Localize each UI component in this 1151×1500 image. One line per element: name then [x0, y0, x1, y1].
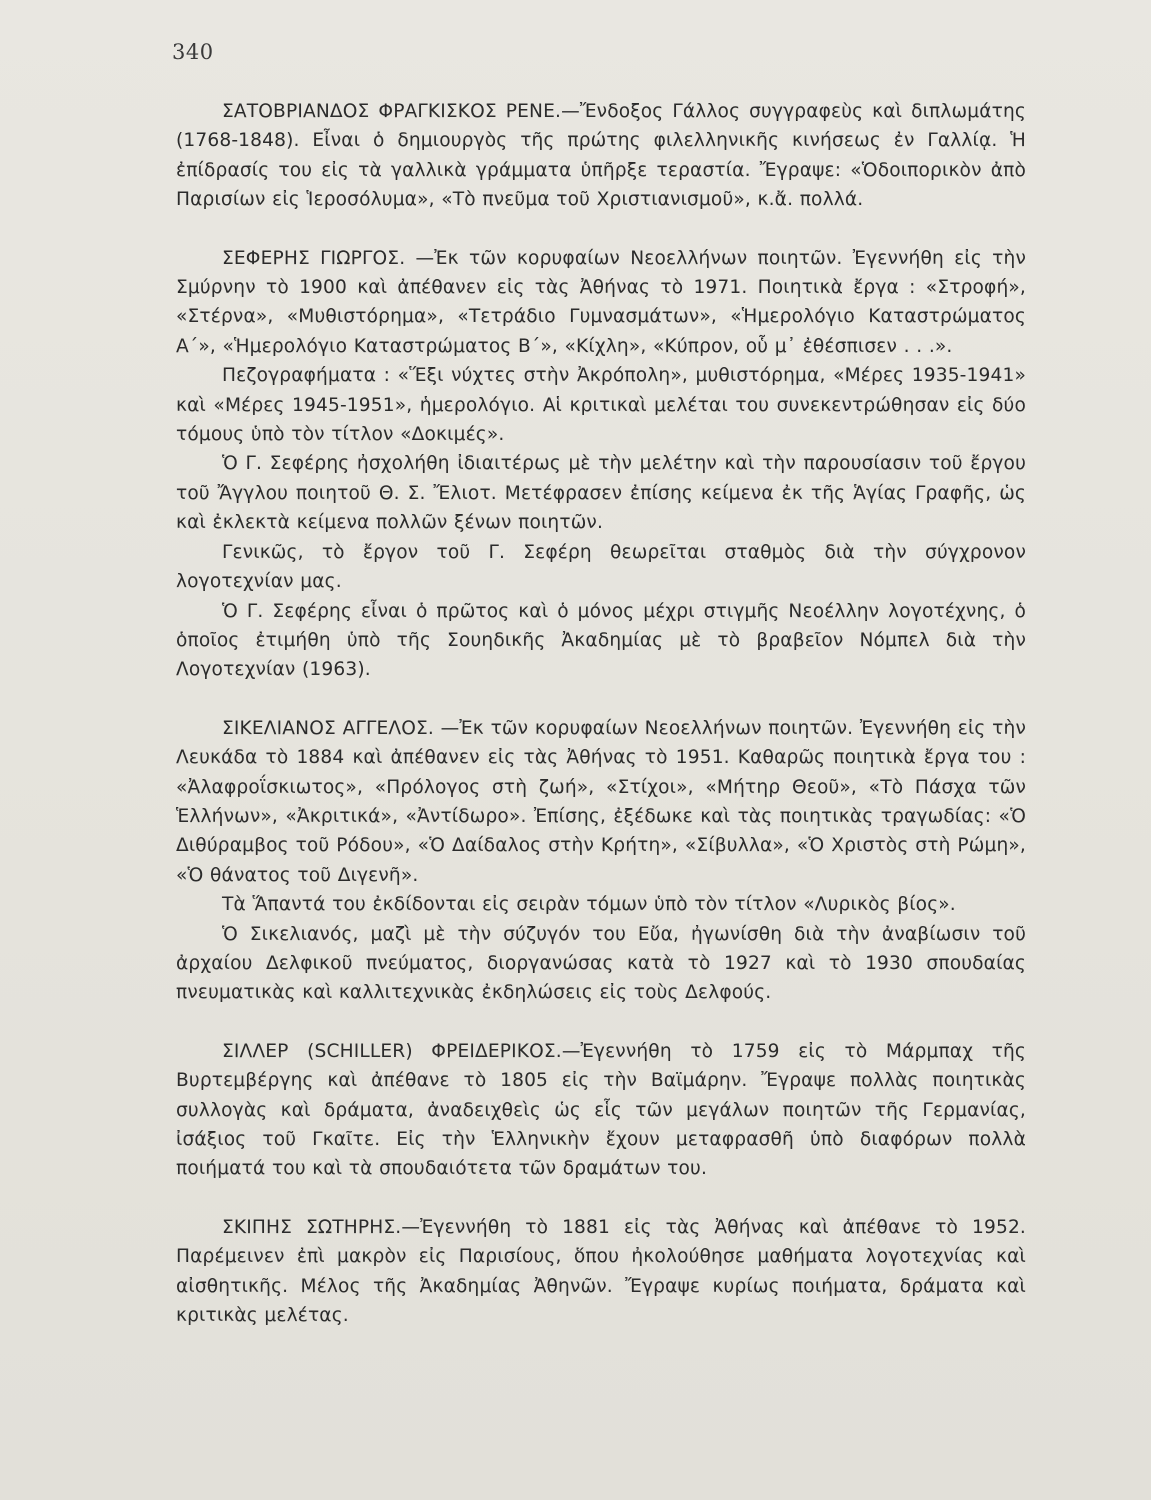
entry-paragraph: ΣΑΤΟΒΡΙΑΝΔΟΣ ΦΡΑΓΚΙΣΚΟΣ ΡΕΝΕ.—Ἔνδοξος Γάλλος συγγραφεὺς καὶ διπλωμάτης (1768-1848). Εἶναι ὁ δημιουργὸς τῆς πρώτης φιλελληνικῆς κινήσεως ἐν Γαλλίᾳ. Ἡ ἐπίδρασίς του εἰς τὰ γαλλικὰ γράμματα ὑπῆρξε τεραστία. Ἔγραψε: «Ὁδοιπορικὸν ἀπὸ Παρισίων εἰς Ἱεροσόλυμα», «Τὸ πνεῦμα τοῦ Χριστιανισμοῦ», κ.ἄ. πολλά. — [176, 101, 1026, 211]
entry-schiller — [176, 1037, 1026, 1184]
entry-skipis — [176, 1213, 1026, 1331]
entry-seferis — [176, 244, 1026, 685]
entry-paragraph: Ὁ Γ. Σεφέρης ἠσχολήθη ἰδιαιτέρως μὲ τὴν μελέτην καὶ τὴν παρουσίασιν τοῦ ἔργου τοῦ Ἄγγλου ποιητοῦ Θ. Σ. Ἔλιοτ. Μετέφρασεν ἐπίσης κείμενα ἐκ τῆς Ἁγίας Γραφῆς, ὡς καὶ ἐκλεκτὰ κείμενα πολλῶν ξένων ποιητῶν. — [176, 453, 1026, 534]
entry-paragraph: ΣΙΚΕΛΙΑΝΟΣ ΑΓΓΕΛΟΣ. —Ἐκ τῶν κορυφαίων Νεοελλήνων ποιητῶν. Ἐγεννήθη εἰς τὴν Λευκάδα τὸ 1884 καὶ ἀπέθανεν εἰς τὰς Ἀθήνας τὸ 1951. Καθαρῶς ποιητικὰ ἔργα του : «Ἀλαφροΐσκιωτος», «Πρόλογος στὴ ζωή», «Στίχοι», «Μήτηρ Θεοῦ», «Τὸ Πάσχα τῶν Ἑλλήνων», «Ἀκριτικά», «Ἀντίδωρο». Ἐπίσης, ἐξέδωκε καὶ τὰς ποιητικὰς τραγωδίας: «Ὁ Διθύραμβος τοῦ Ρόδου», «Ὁ Δαίδαλος στὴν Κρήτη», «Σίβυλλα», «Ὁ Χριστὸς στὴ Ρώμη», «Ὁ θάνατος τοῦ Διγενῆ». — [176, 717, 1026, 886]
entry-paragraph: Ὁ Σικελιανός, μαζὶ μὲ τὴν σύζυγόν του Εὔα, ἠγωνίσθη διὰ τὴν ἀναβίωσιν τοῦ ἀρχαίου Δελφικοῦ πνεύματος, διοργανώσας κατὰ τὸ 1927 καὶ τὸ 1930 σπουδαίας πνευματικὰς καὶ καλλιτεχνικὰς ἐκδηλώσεις εἰς τοὺς Δελφούς. — [176, 923, 1026, 1004]
entry-paragraph: ΣΚΙΠΗΣ ΣΩΤΗΡΗΣ.—Ἐγεννήθη τὸ 1881 εἰς τὰς Ἀθήνας καὶ ἀπέθανε τὸ 1952. Παρέμεινεν ἐπὶ μακρὸν εἰς Παρισίους, ὅπου ἠκολούθησε μαθήματα λογοτεχνίας καὶ αἰσθητικῆς. Μέλος τῆς Ἀκαδημίας Ἀθηνῶν. Ἔγραψε κυρίως ποιήματα, δράματα καὶ κριτικὰς μελέτας. — [176, 1216, 1026, 1327]
entry-paragraph: Τὰ Ἅπαντά του ἐκδίδονται εἰς σειρὰν τόμων ὑπὸ τὸν τίτλον «Λυρικὸς βίος». — [222, 894, 956, 916]
entry-chateaubriand — [176, 97, 1026, 215]
page-number: 340 — [172, 40, 214, 64]
entry-paragraph: ΣΕΦΕΡΗΣ ΓΙΩΡΓΟΣ. —Ἐκ τῶν κορυφαίων Νεοελλήνων ποιητῶν. Ἐγεννήθη εἰς τὴν Σμύρνην τὸ 1900 καὶ ἀπέθανεν εἰς τὰς Ἀθήνας τὸ 1971. Ποιητικὰ ἔργα : «Στροφή», «Στέρνα», «Μυθιστόρημα», «Τετράδιο Γυμνασμάτων», «Ἡμερολόγιο Καταστρώματος Α΄», «Ἡμερολόγιο Καταστρώματος Β΄», «Κίχλη», «Κύπρον, οὗ μ᾽ ἐθέσπισεν . . .». — [176, 247, 1026, 357]
entry-paragraph: Πεζογραφήματα : «Ἕξι νύχτες στὴν Ἀκρόπολη», μυθιστόρημα, «Μέρες 1935-1941» καὶ «Μέρες 1945-1951», ἡμερολόγιο. Αἱ κριτικαὶ μελέται του συνεκεντρώθησαν εἰς δύο τόμους ὑπὸ τὸν τίτλον «Δοκιμές». — [176, 365, 1026, 446]
entry-paragraph: Γενικῶς, τὸ ἔργον τοῦ Γ. Σεφέρη θεωρεῖται σταθμὸς διὰ τὴν σύγχρονον λογοτεχνίαν μας. — [176, 541, 1026, 593]
entry-paragraph: Ὁ Γ. Σεφέρης εἶναι ὁ πρῶτος καὶ ὁ μόνος μέχρι στιγμῆς Νεοέλλην λογοτέχνης, ὁ ὁποῖος ἐτιμήθη ὑπὸ τῆς Σουηδικῆς Ἀκαδημίας μὲ τὸ βραβεῖον Νόμπελ διὰ τὴν Λογοτεχνίαν (1963). — [176, 600, 1026, 681]
page-content — [176, 97, 1026, 1330]
entry-sikelianos — [176, 714, 1026, 1008]
entry-paragraph: ΣΙΛΛΕΡ (SCHILLER) ΦΡΕΙΔΕΡΙΚΟΣ.—Ἐγεννήθη τὸ 1759 εἰς τὸ Μάρμπαχ τῆς Βυρτεμβέργης καὶ ἀπέθανε τὸ 1805 εἰς τὴν Βαϊμάρην. Ἔγραψε πολλὰς ποιητικὰς συλλογὰς καὶ δράματα, ἀναδειχθεὶς ὡς εἷς τῶν μεγάλων ποιητῶν τῆς Γερμανίας, ἰσάξιος τοῦ Γκαῖτε. Εἰς τὴν Ἑλληνικὴν ἔχουν μεταφρασθῆ ὑπὸ διαφόρων πολλὰ ποιήματά του καὶ τὰ σπουδαιότετα τῶν δραμάτων του. — [176, 1040, 1026, 1180]
